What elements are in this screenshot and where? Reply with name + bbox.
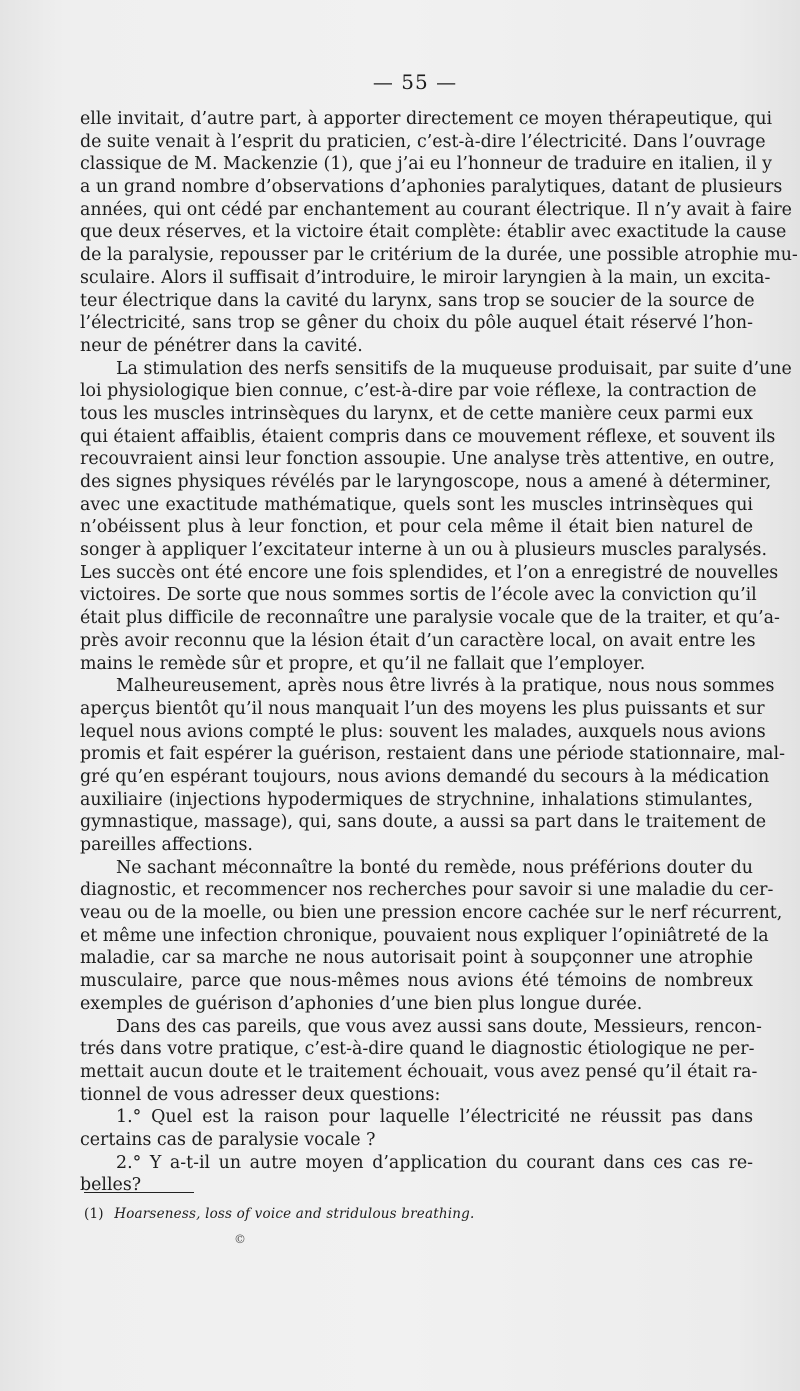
text-line: gré qu’en espérant toujours, nous avions demandé du secours à la médication: [80, 766, 770, 787]
footnote-divider: [84, 1192, 194, 1193]
text-line: l’électricité, sans trop se gêner du choix du pôle auquel était réservé l’hon-: [80, 313, 753, 334]
question-1: 1.° Quel est la raison pour laquelle l’électricité ne réussit pas dans: [116, 1107, 753, 1128]
text-line: tous les muscles intrinsèques du larynx, et de cette manière ceux parmi eux: [80, 403, 753, 424]
footnote: [84, 1206, 475, 1222]
print-mark: ©: [234, 1232, 246, 1246]
text-line: belles?: [80, 1175, 142, 1196]
text-line: diagnostic, et recommencer nos recherches pour savoir si une maladie du cer-: [80, 880, 774, 901]
question-2: 2.° Y a-t-il un autre moyen d’application du courant dans ces cas re-: [116, 1152, 753, 1173]
text-line: aperçus bientôt qu’il nous manquait l’un des moyens les plus puissants et sur: [80, 698, 765, 719]
paragraph-start: Malheureusement, après nous être livrés à la pratique, nous nous sommes: [116, 676, 775, 697]
text-line: veau ou de la moelle, ou bien une pression encore cachée sur le nerf récurrent,: [80, 903, 783, 924]
text-line: des signes physiques révélés par le laryngoscope, nous a amené à déterminer,: [80, 472, 772, 492]
text-line: certains cas de paralysie vocale ?: [80, 1129, 376, 1150]
text-line: neur de pénétrer dans la cavité.: [80, 335, 363, 356]
text-line: recouvraient ainsi leur fonction assoupie. Une analyse très attentive, en outre,: [80, 449, 775, 470]
footnote-marker: (1): [84, 1206, 104, 1222]
paragraph-start: La stimulation des nerfs sensitifs de la muqueuse produisait, par suite d’une: [116, 358, 792, 379]
text-line: et même une infection chronique, pouvaient nous expliquer l’opiniâtreté de la: [80, 925, 769, 946]
text-line: teur électrique dans la cavité du larynx, sans trop se soucier de la source de: [80, 290, 755, 311]
text-line: lequel nous avions compté le plus: souvent les malades, auxquels nous avions: [80, 721, 766, 742]
text-line: années, qui ont cédé par enchantement au courant électrique. Il n’y avait à faire: [80, 199, 792, 220]
text-line: était plus difficile de reconnaître une paralysie vocale que de la traiter, et qu’a-: [80, 608, 780, 629]
text-line: auxiliaire (injections hypodermiques de strychnine, inhalations stimulantes,: [80, 789, 753, 810]
body-text: [80, 108, 798, 1197]
text-line: trés dans votre pratique, c’est-à-dire quand le diagnostic étiologique ne per-: [80, 1039, 755, 1060]
text-line: n’obéissent plus à leur fonction, et pour cela même il était bien naturel de: [80, 517, 753, 538]
text-line: loi physiologique bien connue, c’est-à-dire par voie réflexe, la contraction de: [80, 381, 757, 402]
text-line: mettait aucun doute et le traitement échouait, vous avez pensé qu’il était ra-: [80, 1061, 758, 1082]
text-line: avec une exactitude mathématique, quels sont les muscles intrinsèques qui: [80, 494, 753, 515]
text-line: gymnastique, massage), qui, sans doute, a aussi sa part dans le traitement de: [80, 812, 767, 833]
paragraph-start: Ne sachant méconnaître la bonté du remède, nous préférions douter du: [116, 857, 753, 878]
text-line: promis et fait espérer la guérison, restaient dans une période stationnaire, mal-: [80, 744, 785, 765]
text-line: exemples de guérison d’aphonies d’une bien plus longue durée.: [80, 993, 643, 1014]
text-line: musculaire, parce que nous-mêmes nous avions été témoins de nombreux: [80, 971, 753, 992]
text-line: sculaire. Alors il suffisait d’introduire, le miroir laryngien à la main, un excita-: [80, 267, 771, 288]
page-number: — 55 —: [372, 70, 458, 94]
text-line: maladie, car sa marche ne nous autorisait point à soupçonner une atrophie: [80, 948, 753, 969]
text-line: classique de M. Mackenzie (1), que j’ai eu l’honneur de traduire en italien, il y: [80, 154, 773, 175]
text-line: de la paralysie, repousser par le critérium de la durée, une possible atrophie mu-: [80, 245, 798, 266]
text-line: pareilles affections.: [80, 835, 253, 855]
paragraph-start: Dans des cas pareils, que vous avez aussi sans doute, Messieurs, rencon-: [116, 1016, 762, 1037]
text-line: victoires. De sorte que nous sommes sortis de l’école avec la conviction qu’il: [80, 585, 757, 606]
text-line: a un grand nombre d’observations d’aphonies paralytiques, datant de plusieurs: [80, 177, 783, 198]
text-line: près avoir reconnu que la lésion était d’un caractère local, on avait entre les: [80, 630, 756, 651]
text-line: de suite venait à l’esprit du praticien, c’est-à-dire l’électricité. Dans l’ouvrage: [80, 131, 766, 152]
text-line: Les succès ont été encore une fois splendides, et l’on a enregistré de nouvelles: [80, 562, 779, 583]
text-line: elle invitait, d’autre part, à apporter directement ce moyen thérapeutique, qui: [80, 109, 773, 129]
footnote-text: Hoarseness, loss of voice and stridulous breathing.: [114, 1206, 475, 1222]
text-line: qui étaient affaiblis, étaient compris dans ce mouvement réflexe, et souvent ils: [80, 426, 776, 447]
text-line: songer à appliquer l’excitateur interne à un ou à plusieurs muscles paralysés.: [80, 540, 767, 561]
text-line: mains le remède sûr et propre, et qu’il ne fallait que l’employer.: [80, 653, 646, 674]
text-line: que deux réserves, et la victoire était complète: établir avec exactitude la cause: [80, 222, 787, 243]
text-line: tionnel de vous adresser deux questions:: [80, 1084, 441, 1105]
